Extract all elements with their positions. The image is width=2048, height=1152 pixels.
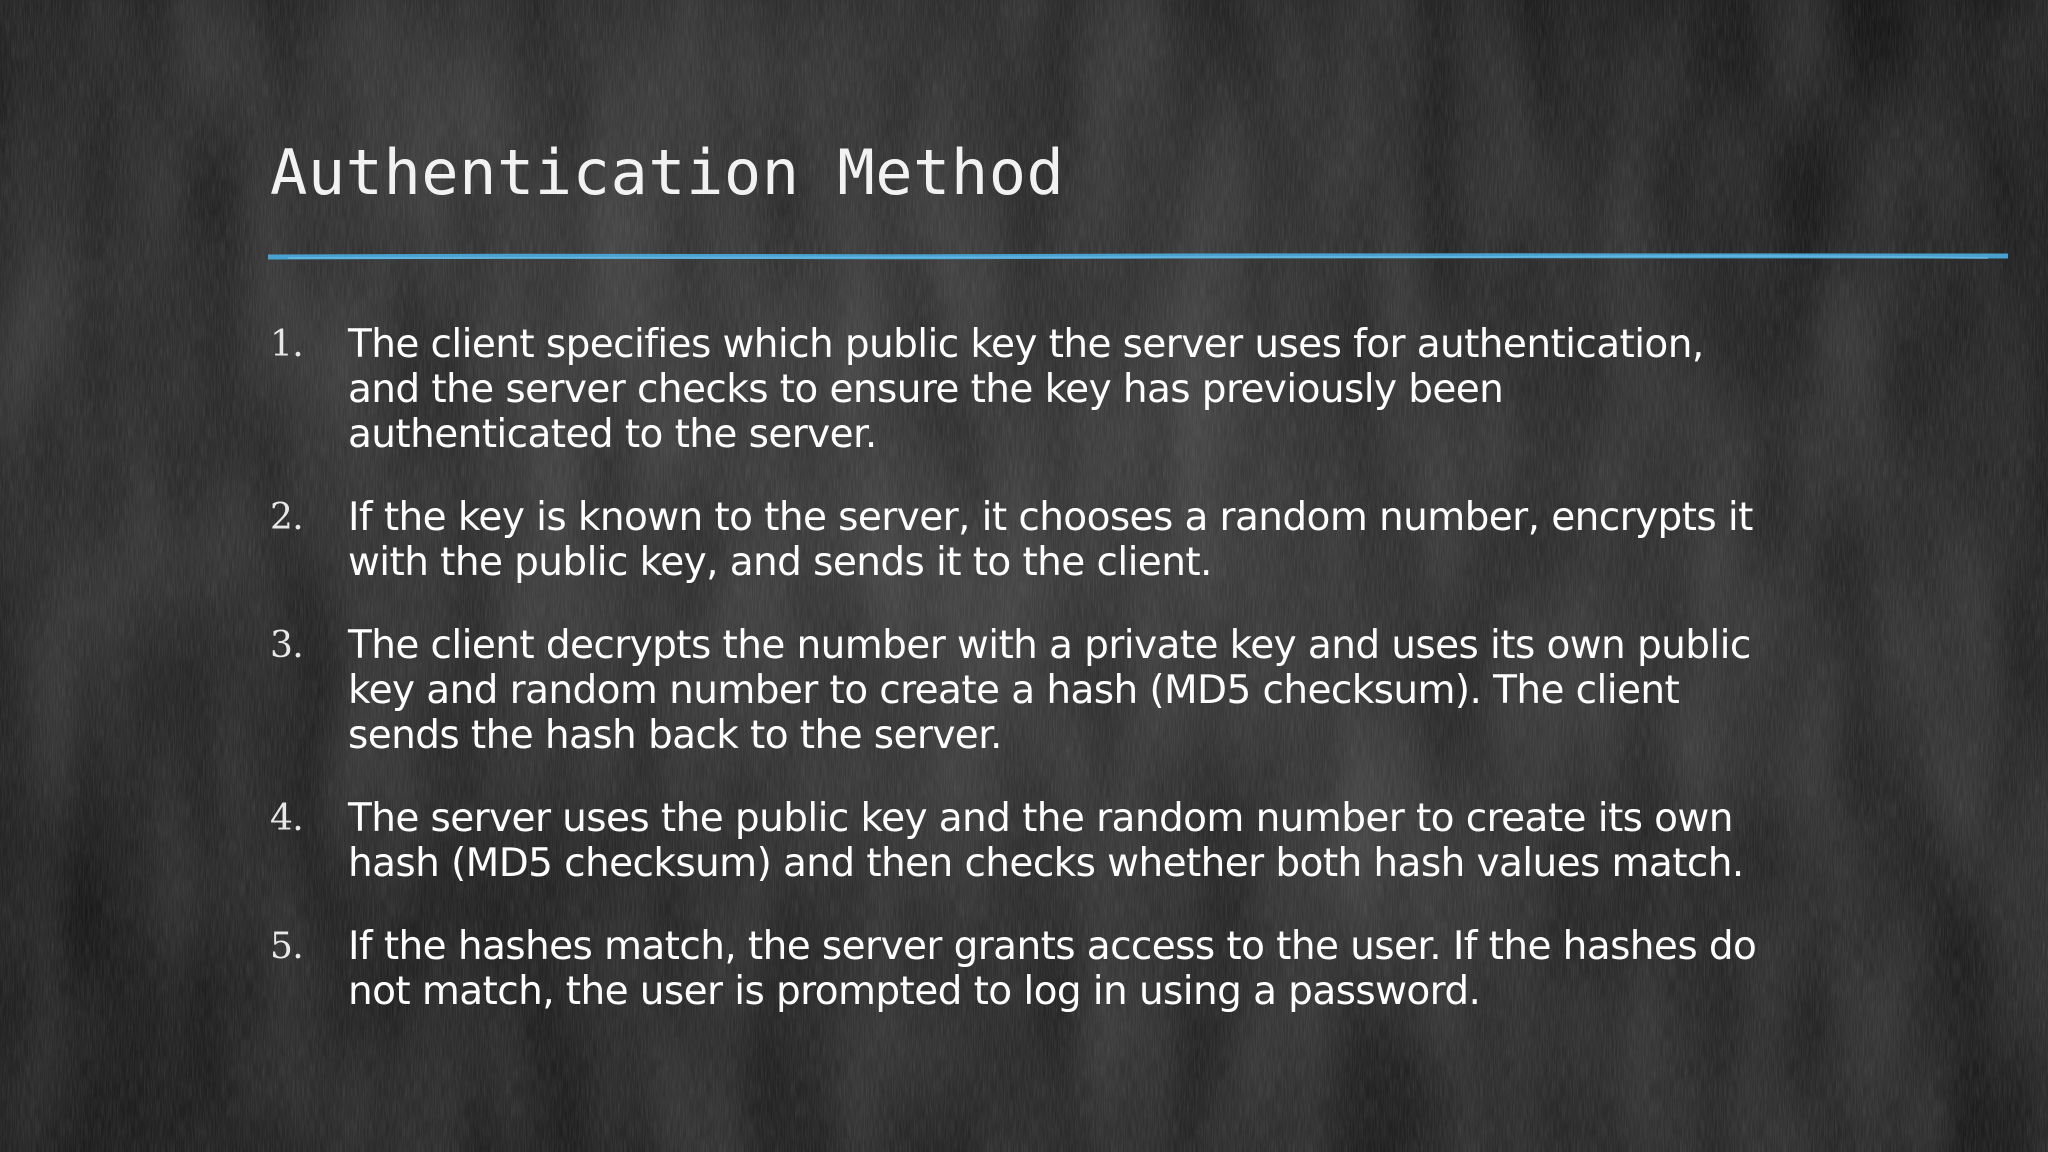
list-item-number: 3. xyxy=(270,625,304,666)
list-item xyxy=(270,322,1770,457)
steps-list xyxy=(270,322,1770,1052)
list-item-text: If the key is known to the server, it chooses a random number, encrypts it with the public key, and sends it to the client. xyxy=(348,495,1753,585)
list-item xyxy=(270,796,1770,886)
list-item xyxy=(270,924,1770,1014)
list-item xyxy=(270,495,1770,585)
list-item-text: The server uses the public key and the random number to create its own hash (MD5 checksum) and then checks whether both hash values match. xyxy=(348,796,1744,886)
title-divider-line xyxy=(268,250,2008,264)
list-item-number: 2. xyxy=(270,497,304,538)
list-item-text: If the hashes match, the server grants access to the user. If the hashes do not match, the user is prompted to log in using a password. xyxy=(348,924,1757,1014)
list-item-number: 1. xyxy=(270,324,304,365)
list-item-text: The client decrypts the number with a private key and uses its own public key and random number to create a hash (MD5 checksum). The client sends the hash back to the server. xyxy=(348,623,1751,758)
list-item-text: The client specifies which public key the server uses for authentication, and the server checks to ensure the key has previously been authenticated to the server. xyxy=(348,322,1704,457)
list-item-number: 5. xyxy=(270,926,304,967)
slide-title: Authentication Method xyxy=(270,136,1065,209)
list-item-number: 4. xyxy=(270,798,304,839)
list-item xyxy=(270,623,1770,758)
